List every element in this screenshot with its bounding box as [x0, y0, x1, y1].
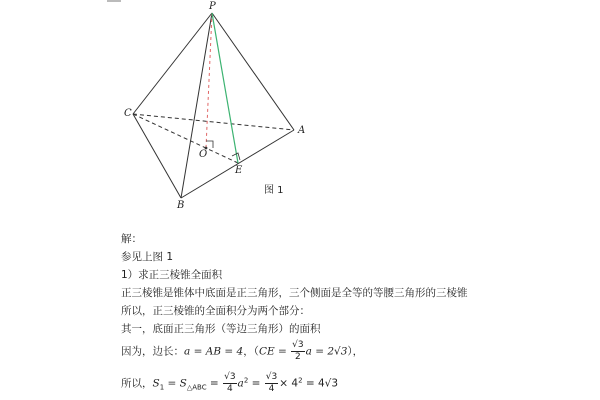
vertex-label-O: O [199, 149, 208, 160]
eq-prefix: 因为，边长： [121, 345, 184, 358]
edge-PB [181, 13, 212, 198]
eq-ce: CE = [258, 345, 287, 358]
vertex-label-B: B [177, 200, 185, 211]
equation-side-length [121, 340, 363, 363]
vertex-label-E: E [235, 165, 243, 176]
eq-rhs: a = 2√3 [305, 345, 348, 358]
figure-caption: 图 1 [264, 185, 284, 196]
eq-suffix: ）， [347, 345, 364, 358]
right-angle-E [232, 153, 240, 160]
definition-text: 正三棱锥是锥体中底面是正三角形，三个侧面是全等的等腰三角形的三棱锥 [121, 287, 468, 299]
fraction-sqrt3-over-4-b: $\frac{√3}{4}$ [265, 372, 278, 394]
apothem-PE [212, 13, 238, 163]
solution-heading: 解： [121, 233, 142, 245]
vertex-label-C: C [124, 108, 132, 119]
vertex-label-P: P [209, 1, 216, 12]
edge-PA [212, 13, 294, 130]
vertex-label-A: A [298, 125, 306, 136]
fraction-sqrt3-over-2: $\frac{√3}{2}$ [292, 340, 304, 362]
eq-side: a = AB = 4 [184, 345, 244, 358]
fraction-sqrt3-over-4-a: $\frac{√3}{4}$ [224, 372, 236, 394]
base-area-text: 其一，底面正三角形（等边三角形）的面积 [121, 323, 321, 335]
area-parts-text: 所以，正三棱锥的全面积分为两个部分： [121, 305, 310, 317]
eq2-prefix: 所以， [121, 377, 153, 390]
edge-CB [133, 114, 181, 198]
equation-base-area: 所以，$S_1 = S_{\triangle ABC}$ = $\frac{√3}{4}$ $a^2$ = $\frac{√3}{4}$ × $4^2 = 4√3$ [121, 372, 339, 394]
edge-CA-hidden [133, 114, 294, 130]
segment-CE-hidden [133, 114, 238, 163]
right-angle-O [206, 141, 213, 148]
edge-PC [133, 13, 212, 114]
step-title: 1）求正三棱锥全面积 [121, 269, 223, 281]
eq-mid: ，（ [243, 345, 259, 358]
figure-reference: 参见上图 1 [121, 251, 174, 263]
